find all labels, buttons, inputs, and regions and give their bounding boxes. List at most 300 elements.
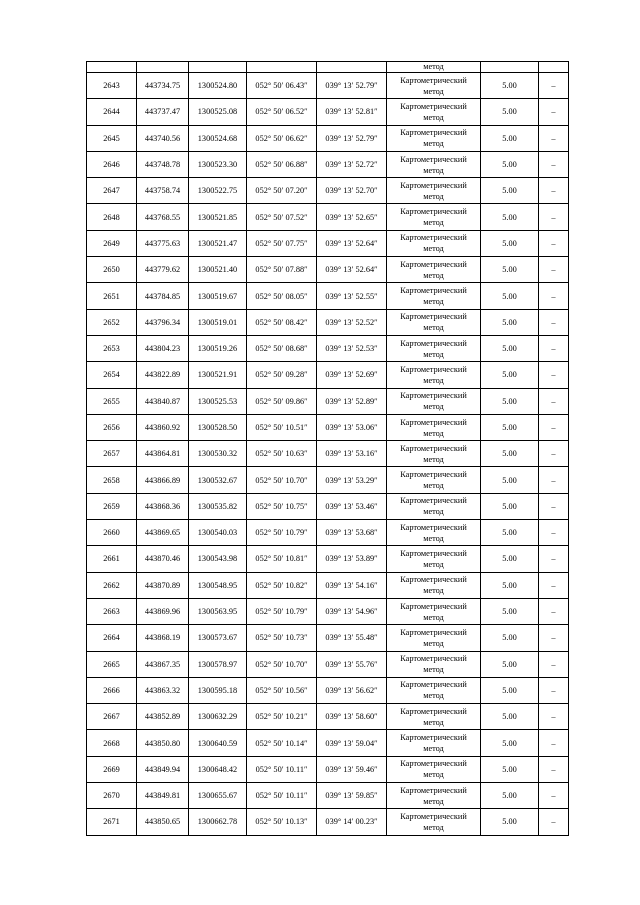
longitude-cell: 039° 13′ 52.79″ — [317, 73, 387, 99]
method-line: Картометрический — [400, 496, 467, 506]
table-cell — [247, 62, 317, 73]
accuracy-cell: 5.00 — [481, 230, 539, 256]
accuracy-cell: 5.00 — [481, 651, 539, 677]
method-line: метод — [423, 638, 444, 648]
coord-x-cell: 443868.36 — [137, 493, 189, 519]
method-cell — [387, 625, 481, 651]
accuracy-cell: 5.00 — [481, 730, 539, 756]
coord-y-cell: 1300540.03 — [189, 520, 247, 546]
method-line: Картометрический — [400, 180, 467, 190]
coord-y-cell: 1300535.82 — [189, 493, 247, 519]
method-cell — [387, 493, 481, 519]
method-line: Картометрический — [400, 207, 467, 217]
coord-y-cell: 1300524.80 — [189, 73, 247, 99]
table-row — [87, 309, 569, 335]
table-row — [87, 125, 569, 151]
longitude-cell: 039° 13′ 52.69″ — [317, 362, 387, 388]
method-cell — [387, 467, 481, 493]
table-row — [87, 283, 569, 309]
coord-x-cell: 443740.56 — [137, 125, 189, 151]
table-row — [87, 493, 569, 519]
coord-x-cell: 443870.46 — [137, 546, 189, 572]
method-line: Картометрический — [400, 364, 467, 374]
note-cell: – — [539, 520, 569, 546]
method-line: Картометрический — [400, 417, 467, 427]
note-cell: – — [539, 704, 569, 730]
accuracy-cell: 5.00 — [481, 414, 539, 440]
note-cell: – — [539, 204, 569, 230]
coord-y-cell: 1300519.26 — [189, 335, 247, 361]
method-line: Картометрический — [400, 154, 467, 164]
longitude-cell: 039° 13′ 55.48″ — [317, 625, 387, 651]
accuracy-cell: 5.00 — [481, 467, 539, 493]
accuracy-cell: 5.00 — [481, 625, 539, 651]
method-line: Картометрический — [400, 706, 467, 716]
method-line: Картометрический — [400, 733, 467, 743]
latitude-cell: 052° 50′ 08.68″ — [247, 335, 317, 361]
coord-x-cell: 443869.65 — [137, 520, 189, 546]
longitude-cell: 039° 13′ 56.62″ — [317, 677, 387, 703]
latitude-cell: 052° 50′ 07.52″ — [247, 204, 317, 230]
method-line: метод — [423, 428, 444, 438]
note-cell: – — [539, 546, 569, 572]
method-cell — [387, 704, 481, 730]
table-cell — [317, 62, 387, 73]
method-line: метод — [423, 218, 444, 228]
coord-y-cell: 1300519.01 — [189, 309, 247, 335]
longitude-cell: 039° 13′ 53.68″ — [317, 520, 387, 546]
method-line: Картометрический — [400, 128, 467, 138]
method-cell — [387, 99, 481, 125]
coord-x-cell: 443775.63 — [137, 230, 189, 256]
coord-y-cell: 1300573.67 — [189, 625, 247, 651]
table-row — [87, 546, 569, 572]
point-number-cell: 2657 — [87, 441, 137, 467]
method-line: Картометрический — [400, 627, 467, 637]
method-line: Картометрический — [400, 259, 467, 269]
method-cell — [387, 362, 481, 388]
method-cell — [387, 546, 481, 572]
coord-x-cell: 443748.78 — [137, 151, 189, 177]
longitude-cell: 039° 13′ 53.46″ — [317, 493, 387, 519]
point-number-cell: 2670 — [87, 783, 137, 809]
coord-x-cell: 443849.81 — [137, 783, 189, 809]
longitude-cell: 039° 13′ 52.89″ — [317, 388, 387, 414]
table-row — [87, 178, 569, 204]
note-cell: – — [539, 598, 569, 624]
coord-x-cell: 443768.55 — [137, 204, 189, 230]
method-line: метод — [423, 822, 444, 832]
point-number-cell: 2661 — [87, 546, 137, 572]
coord-y-cell: 1300521.91 — [189, 362, 247, 388]
method-line: Картометрический — [400, 391, 467, 401]
latitude-cell: 052° 50′ 07.20″ — [247, 178, 317, 204]
table-cell — [481, 62, 539, 73]
coord-y-cell: 1300525.08 — [189, 99, 247, 125]
note-cell: – — [539, 625, 569, 651]
table-cell — [87, 62, 137, 73]
latitude-cell: 052° 50′ 10.79″ — [247, 598, 317, 624]
latitude-cell: 052° 50′ 10.14″ — [247, 730, 317, 756]
method-cell — [387, 151, 481, 177]
accuracy-cell: 5.00 — [481, 441, 539, 467]
method-line: метод — [423, 349, 444, 359]
coord-y-cell: 1300524.68 — [189, 125, 247, 151]
note-cell: – — [539, 809, 569, 835]
coord-x-cell: 443870.89 — [137, 572, 189, 598]
coord-y-cell: 1300532.67 — [189, 467, 247, 493]
coord-x-cell: 443737.47 — [137, 99, 189, 125]
note-cell: – — [539, 309, 569, 335]
note-cell: – — [539, 756, 569, 782]
coord-x-cell: 443866.89 — [137, 467, 189, 493]
accuracy-cell: 5.00 — [481, 520, 539, 546]
coord-x-cell: 443850.65 — [137, 809, 189, 835]
table-body — [87, 62, 569, 836]
accuracy-cell: 5.00 — [481, 783, 539, 809]
accuracy-cell: 5.00 — [481, 178, 539, 204]
coord-x-cell: 443804.23 — [137, 335, 189, 361]
method-line: метод — [423, 717, 444, 727]
point-number-cell: 2644 — [87, 99, 137, 125]
table-row — [87, 651, 569, 677]
latitude-cell: 052° 50′ 10.56″ — [247, 677, 317, 703]
latitude-cell: 052° 50′ 09.28″ — [247, 362, 317, 388]
latitude-cell: 052° 50′ 08.42″ — [247, 309, 317, 335]
table-row — [87, 467, 569, 493]
coord-y-cell: 1300595.18 — [189, 677, 247, 703]
method-line: метод — [423, 770, 444, 780]
point-number-cell: 2648 — [87, 204, 137, 230]
table-row — [87, 335, 569, 361]
longitude-cell: 039° 13′ 59.46″ — [317, 756, 387, 782]
latitude-cell: 052° 50′ 06.52″ — [247, 99, 317, 125]
accuracy-cell: 5.00 — [481, 257, 539, 283]
point-number-cell: 2650 — [87, 257, 137, 283]
note-cell: – — [539, 388, 569, 414]
coord-y-cell: 1300543.98 — [189, 546, 247, 572]
method-line: Картометрический — [400, 785, 467, 795]
coord-y-cell: 1300640.59 — [189, 730, 247, 756]
coord-x-cell: 443860.92 — [137, 414, 189, 440]
longitude-cell: 039° 13′ 53.89″ — [317, 546, 387, 572]
method-line: метод — [423, 533, 444, 543]
method-line: метод — [423, 559, 444, 569]
point-number-cell: 2662 — [87, 572, 137, 598]
longitude-cell: 039° 13′ 55.76″ — [317, 651, 387, 677]
method-line: Картометрический — [400, 233, 467, 243]
latitude-cell: 052° 50′ 10.11″ — [247, 756, 317, 782]
coord-x-cell: 443840.87 — [137, 388, 189, 414]
point-number-cell: 2651 — [87, 283, 137, 309]
longitude-cell: 039° 13′ 52.79″ — [317, 125, 387, 151]
coord-y-cell: 1300662.78 — [189, 809, 247, 835]
accuracy-cell: 5.00 — [481, 309, 539, 335]
longitude-cell: 039° 13′ 52.52″ — [317, 309, 387, 335]
method-cell — [387, 441, 481, 467]
note-cell: – — [539, 283, 569, 309]
note-cell: – — [539, 151, 569, 177]
table-row — [87, 388, 569, 414]
longitude-cell: 039° 14′ 00.23″ — [317, 809, 387, 835]
method-line: Картометрический — [400, 470, 467, 480]
latitude-cell: 052° 50′ 08.05″ — [247, 283, 317, 309]
coord-x-cell: 443850.80 — [137, 730, 189, 756]
note-cell: – — [539, 125, 569, 151]
accuracy-cell: 5.00 — [481, 283, 539, 309]
latitude-cell: 052° 50′ 10.79″ — [247, 520, 317, 546]
method-line: Картометрический — [400, 575, 467, 585]
point-number-cell: 2665 — [87, 651, 137, 677]
note-cell: – — [539, 73, 569, 99]
method-line: метод — [423, 139, 444, 149]
table-row — [87, 441, 569, 467]
coord-y-cell: 1300525.53 — [189, 388, 247, 414]
accuracy-cell: 5.00 — [481, 546, 539, 572]
table-row — [87, 677, 569, 703]
table-row — [87, 756, 569, 782]
table-row — [87, 520, 569, 546]
method-cell — [387, 125, 481, 151]
method-line: Картометрический — [400, 654, 467, 664]
table-row — [87, 151, 569, 177]
latitude-cell: 052° 50′ 07.88″ — [247, 257, 317, 283]
point-number-cell: 2658 — [87, 467, 137, 493]
coord-x-cell: 443867.35 — [137, 651, 189, 677]
point-number-cell: 2667 — [87, 704, 137, 730]
method-line: метод — [423, 507, 444, 517]
method-cell — [387, 730, 481, 756]
longitude-cell: 039° 13′ 54.96″ — [317, 598, 387, 624]
point-number-cell: 2647 — [87, 178, 137, 204]
longitude-cell: 039° 13′ 52.55″ — [317, 283, 387, 309]
table-row — [87, 414, 569, 440]
table-row — [87, 704, 569, 730]
point-number-cell: 2666 — [87, 677, 137, 703]
point-number-cell: 2663 — [87, 598, 137, 624]
longitude-cell: 039° 13′ 54.16″ — [317, 572, 387, 598]
method-cell — [387, 651, 481, 677]
table-row — [87, 783, 569, 809]
coord-y-cell: 1300578.97 — [189, 651, 247, 677]
point-number-cell: 2655 — [87, 388, 137, 414]
method-line: метод — [423, 270, 444, 280]
method-line: метод — [423, 191, 444, 201]
coord-y-cell: 1300523.30 — [189, 151, 247, 177]
coord-x-cell: 443734.75 — [137, 73, 189, 99]
longitude-cell: 039° 13′ 53.06″ — [317, 414, 387, 440]
method-line: метод — [423, 323, 444, 333]
longitude-cell: 039° 13′ 52.64″ — [317, 257, 387, 283]
latitude-cell: 052° 50′ 07.75″ — [247, 230, 317, 256]
table-row — [87, 230, 569, 256]
method-line: Картометрический — [400, 601, 467, 611]
table-row-continuation — [87, 62, 569, 73]
method-cell — [387, 335, 481, 361]
table-cell — [539, 62, 569, 73]
coord-x-cell: 443796.34 — [137, 309, 189, 335]
table-row — [87, 257, 569, 283]
latitude-cell: 052° 50′ 10.73″ — [247, 625, 317, 651]
accuracy-cell: 5.00 — [481, 704, 539, 730]
method-line: метод — [423, 86, 444, 96]
latitude-cell: 052° 50′ 10.70″ — [247, 651, 317, 677]
coord-y-cell: 1300648.42 — [189, 756, 247, 782]
latitude-cell: 052° 50′ 10.63″ — [247, 441, 317, 467]
point-number-cell: 2671 — [87, 809, 137, 835]
coord-x-cell: 443849.94 — [137, 756, 189, 782]
method-cell — [387, 677, 481, 703]
latitude-cell: 052° 50′ 10.11″ — [247, 783, 317, 809]
accuracy-cell: 5.00 — [481, 73, 539, 99]
latitude-cell: 052° 50′ 06.43″ — [247, 73, 317, 99]
point-number-cell: 2646 — [87, 151, 137, 177]
longitude-cell: 039° 13′ 53.29″ — [317, 467, 387, 493]
coord-x-cell: 443784.85 — [137, 283, 189, 309]
coord-y-cell: 1300522.75 — [189, 178, 247, 204]
coord-x-cell: 443758.74 — [137, 178, 189, 204]
coord-x-cell: 443863.32 — [137, 677, 189, 703]
coord-y-cell: 1300530.32 — [189, 441, 247, 467]
accuracy-cell: 5.00 — [481, 598, 539, 624]
method-line: метод — [423, 402, 444, 412]
method-cell — [387, 598, 481, 624]
method-cell: метод — [387, 62, 481, 73]
method-line: метод — [423, 744, 444, 754]
table-row — [87, 99, 569, 125]
longitude-cell: 039° 13′ 59.04″ — [317, 730, 387, 756]
latitude-cell: 052° 50′ 10.82″ — [247, 572, 317, 598]
point-number-cell: 2649 — [87, 230, 137, 256]
table-row — [87, 362, 569, 388]
coord-y-cell: 1300655.67 — [189, 783, 247, 809]
table-row — [87, 598, 569, 624]
accuracy-cell: 5.00 — [481, 362, 539, 388]
coord-y-cell: 1300521.40 — [189, 257, 247, 283]
latitude-cell: 052° 50′ 10.75″ — [247, 493, 317, 519]
point-number-cell: 2656 — [87, 414, 137, 440]
note-cell: – — [539, 493, 569, 519]
method-cell — [387, 414, 481, 440]
table-row — [87, 204, 569, 230]
accuracy-cell: 5.00 — [481, 99, 539, 125]
method-line: Картометрический — [400, 548, 467, 558]
method-cell — [387, 283, 481, 309]
longitude-cell: 039° 13′ 52.64″ — [317, 230, 387, 256]
method-line: Картометрический — [400, 759, 467, 769]
note-cell: – — [539, 730, 569, 756]
method-line: Картометрический — [400, 338, 467, 348]
table-row — [87, 730, 569, 756]
point-number-cell: 2654 — [87, 362, 137, 388]
accuracy-cell: 5.00 — [481, 125, 539, 151]
accuracy-cell: 5.00 — [481, 572, 539, 598]
note-cell: – — [539, 230, 569, 256]
method-line: метод — [423, 796, 444, 806]
method-line: метод — [423, 691, 444, 701]
point-number-cell: 2643 — [87, 73, 137, 99]
method-cell — [387, 783, 481, 809]
note-cell: – — [539, 335, 569, 361]
method-cell — [387, 309, 481, 335]
accuracy-cell: 5.00 — [481, 204, 539, 230]
method-line: Картометрический — [400, 522, 467, 532]
note-cell: – — [539, 783, 569, 809]
latitude-cell: 052° 50′ 10.13″ — [247, 809, 317, 835]
coord-x-cell: 443822.89 — [137, 362, 189, 388]
note-cell: – — [539, 441, 569, 467]
method-line: Картометрический — [400, 443, 467, 453]
longitude-cell: 039° 13′ 52.81″ — [317, 99, 387, 125]
longitude-cell: 039° 13′ 52.70″ — [317, 178, 387, 204]
latitude-cell: 052° 50′ 10.81″ — [247, 546, 317, 572]
method-line: метод — [423, 165, 444, 175]
note-cell: – — [539, 99, 569, 125]
method-line: Картометрический — [400, 286, 467, 296]
coord-y-cell: 1300548.95 — [189, 572, 247, 598]
method-cell — [387, 257, 481, 283]
longitude-cell: 039° 13′ 52.65″ — [317, 204, 387, 230]
table-row — [87, 73, 569, 99]
longitude-cell: 039° 13′ 58.60″ — [317, 704, 387, 730]
table-row — [87, 625, 569, 651]
latitude-cell: 052° 50′ 10.51″ — [247, 414, 317, 440]
table-row — [87, 572, 569, 598]
method-line: Картометрический — [400, 101, 467, 111]
longitude-cell: 039° 13′ 52.53″ — [317, 335, 387, 361]
coord-x-cell: 443779.62 — [137, 257, 189, 283]
accuracy-cell: 5.00 — [481, 493, 539, 519]
method-line: метод — [423, 297, 444, 307]
coordinates-table — [86, 61, 569, 836]
method-cell — [387, 73, 481, 99]
coord-y-cell: 1300563.95 — [189, 598, 247, 624]
method-cell — [387, 756, 481, 782]
coord-x-cell: 443868.19 — [137, 625, 189, 651]
latitude-cell: 052° 50′ 10.21″ — [247, 704, 317, 730]
coord-y-cell: 1300521.85 — [189, 204, 247, 230]
method-line: Картометрический — [400, 312, 467, 322]
note-cell: – — [539, 178, 569, 204]
accuracy-cell: 5.00 — [481, 388, 539, 414]
point-number-cell: 2645 — [87, 125, 137, 151]
method-line: метод — [423, 665, 444, 675]
latitude-cell: 052° 50′ 10.70″ — [247, 467, 317, 493]
point-number-cell: 2659 — [87, 493, 137, 519]
method-line: метод — [423, 612, 444, 622]
latitude-cell: 052° 50′ 06.62″ — [247, 125, 317, 151]
table-cell — [189, 62, 247, 73]
method-line: Картометрический — [400, 75, 467, 85]
point-number-cell: 2652 — [87, 309, 137, 335]
coord-y-cell: 1300632.29 — [189, 704, 247, 730]
note-cell: – — [539, 572, 569, 598]
longitude-cell: 039° 13′ 53.16″ — [317, 441, 387, 467]
document-page — [86, 61, 568, 836]
method-cell — [387, 178, 481, 204]
method-line: метод — [423, 112, 444, 122]
note-cell: – — [539, 414, 569, 440]
method-line: Картометрический — [400, 680, 467, 690]
point-number-cell: 2660 — [87, 520, 137, 546]
latitude-cell: 052° 50′ 09.86″ — [247, 388, 317, 414]
coord-x-cell: 443869.96 — [137, 598, 189, 624]
accuracy-cell: 5.00 — [481, 809, 539, 835]
method-line: метод — [423, 244, 444, 254]
longitude-cell: 039° 13′ 52.72″ — [317, 151, 387, 177]
method-cell — [387, 204, 481, 230]
note-cell: – — [539, 362, 569, 388]
